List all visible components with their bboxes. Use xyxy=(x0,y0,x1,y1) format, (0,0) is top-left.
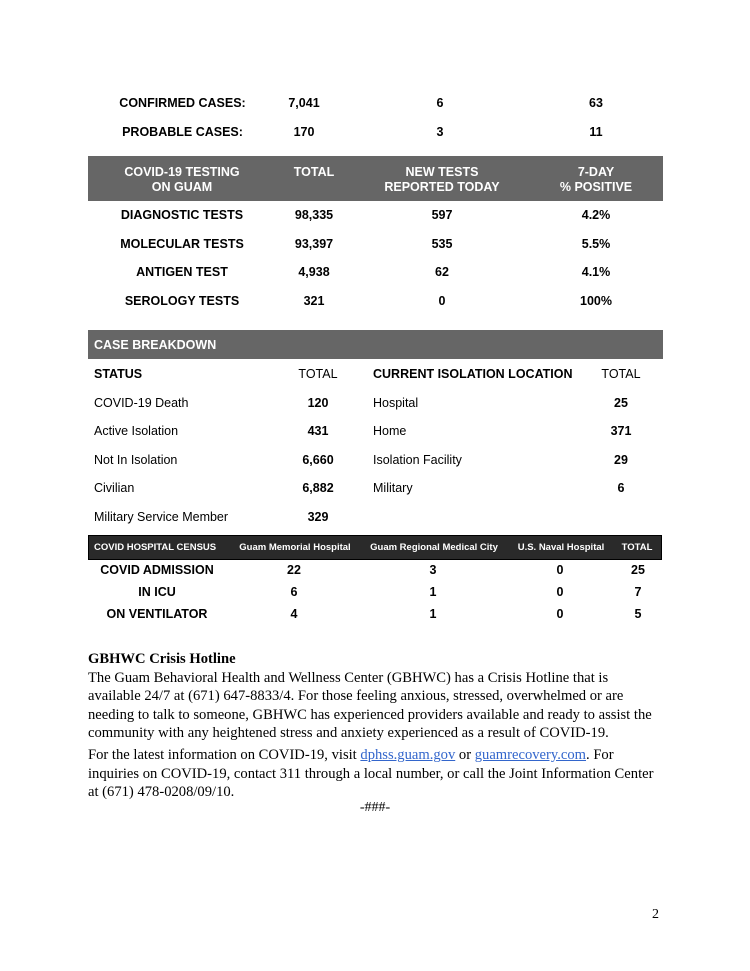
row-total: 321 xyxy=(303,294,325,308)
hotline-section xyxy=(88,650,688,743)
status-label: Not In Isolation xyxy=(94,453,178,467)
status-value: 6,882 xyxy=(302,481,334,495)
header-grmc: Guam Regional Medical City xyxy=(370,542,498,553)
row-positive: 4.2% xyxy=(581,208,611,222)
header-line: % POSITIVE xyxy=(559,180,633,194)
row-total: 98,335 xyxy=(294,208,334,222)
census-grmc: 1 xyxy=(429,607,437,621)
row-label: PROBABLE CASES: xyxy=(122,125,243,139)
header-usnh: U.S. Naval Hospital xyxy=(517,542,605,553)
info-post: . For xyxy=(586,747,614,763)
header-census: COVID HOSPITAL CENSUS xyxy=(94,542,217,553)
location-value: 371 xyxy=(610,424,632,438)
status-value: 120 xyxy=(307,396,329,410)
census-gmh: 4 xyxy=(290,607,298,621)
header-total: TOTAL xyxy=(293,165,335,179)
census-total: 25 xyxy=(631,563,645,577)
total-header-right: TOTAL xyxy=(601,367,641,381)
status-value: 6,660 xyxy=(302,453,334,467)
row-label: CONFIRMED CASES: xyxy=(119,96,246,110)
testing-header xyxy=(88,156,663,201)
row-positive: 100% xyxy=(580,294,612,308)
status-label: Active Isolation xyxy=(94,424,179,438)
status-label: Military Service Member xyxy=(94,510,229,524)
row-new: 535 xyxy=(431,237,453,251)
header-seven-day xyxy=(536,165,656,195)
row-new: 3 xyxy=(436,125,444,139)
location-label: Hospital xyxy=(373,396,419,410)
hotline-title: GBHWC Crisis Hotline xyxy=(88,651,236,667)
census-header xyxy=(88,535,662,560)
row-new: 597 xyxy=(431,208,453,222)
header-line: REPORTED TODAY xyxy=(384,180,500,194)
status-label: Civilian xyxy=(94,481,135,495)
status-header: STATUS xyxy=(94,367,143,381)
row-total: 4,938 xyxy=(298,265,330,279)
row-total: 170 xyxy=(293,125,315,139)
header-line: ON GUAM xyxy=(151,180,213,194)
location-label: Isolation Facility xyxy=(373,453,462,467)
info-mid: or xyxy=(455,747,475,763)
census-grmc: 3 xyxy=(429,563,437,577)
row-positive: 5.5% xyxy=(581,237,611,251)
row-label: DIAGNOSTIC TESTS xyxy=(120,208,244,222)
row-seven: 11 xyxy=(589,125,603,139)
hotline-line: The Guam Behavioral Health and Wellness Center (GBHWC) has a Crisis Hotline that is xyxy=(88,669,609,686)
census-usnh: 0 xyxy=(556,563,564,577)
hotline-line: community with any heightened stress and anxiety experienced as a result of COVID-19. xyxy=(88,725,609,741)
location-value: 25 xyxy=(614,396,628,410)
row-total: 7,041 xyxy=(288,96,320,110)
header-new-tests xyxy=(368,165,516,195)
row-new: 62 xyxy=(435,265,449,279)
case-breakdown-header xyxy=(88,330,663,359)
hotline-line: available 24/7 at (671) 647-8833/4. For those feeling anxious, stressed, overwhelmed or are xyxy=(88,688,624,704)
header-testing-on-guam xyxy=(88,165,276,195)
census-usnh: 0 xyxy=(556,607,564,621)
row-label: ANTIGEN TEST xyxy=(136,265,228,279)
case-breakdown-title: CASE BREAKDOWN xyxy=(94,338,217,352)
census-usnh: 0 xyxy=(556,585,564,599)
hotline-line: needing to talk to someone, GBHWC has experienced providers available and ready to assist the xyxy=(88,706,652,723)
location-label: Military xyxy=(373,481,413,495)
row-seven: 63 xyxy=(589,96,603,110)
row-new: 6 xyxy=(436,96,444,110)
row-positive: 4.1% xyxy=(581,265,611,279)
row-label: MOLECULAR TESTS xyxy=(120,237,244,251)
info-line: inquiries on COVID-19, contact 311 through a local number, or call the Joint Information Center xyxy=(88,765,654,782)
info-line xyxy=(88,746,688,765)
dphss-link[interactable]: dphss.guam.gov xyxy=(360,747,456,763)
status-value: 431 xyxy=(307,424,329,438)
header-gmh: Guam Memorial Hospital xyxy=(239,542,351,553)
header-line: NEW TESTS xyxy=(405,165,479,179)
info-pre: For the latest information on COVID-19, visit xyxy=(88,747,361,763)
header-total: TOTAL xyxy=(621,542,653,553)
location-header: CURRENT ISOLATION LOCATION xyxy=(373,367,573,381)
end-mark: -###- xyxy=(359,800,391,815)
info-section xyxy=(88,746,688,802)
page-number: 2 xyxy=(652,907,659,922)
census-gmh: 6 xyxy=(290,585,298,599)
census-grmc: 1 xyxy=(429,585,437,599)
status-value: 329 xyxy=(307,510,329,524)
location-value: 29 xyxy=(614,453,628,467)
row-new: 0 xyxy=(438,294,446,308)
row-total: 93,397 xyxy=(294,237,334,251)
status-label: COVID-19 Death xyxy=(94,396,189,410)
guamrecovery-link[interactable]: guamrecovery.com xyxy=(474,747,587,763)
total-header: TOTAL xyxy=(298,367,338,381)
census-total: 5 xyxy=(634,607,642,621)
census-label: ON VENTILATOR xyxy=(106,607,208,621)
census-label: IN ICU xyxy=(138,585,176,599)
location-value: 6 xyxy=(617,481,625,495)
census-label: COVID ADMISSION xyxy=(100,563,214,577)
location-label: Home xyxy=(373,424,407,438)
census-gmh: 22 xyxy=(287,563,301,577)
header-line: COVID-19 TESTING xyxy=(124,165,240,179)
info-line: at (671) 478-0208/09/10. xyxy=(88,784,235,800)
header-line: 7-DAY xyxy=(577,165,615,179)
census-total: 7 xyxy=(634,585,642,599)
row-label: SEROLOGY TESTS xyxy=(124,294,240,308)
